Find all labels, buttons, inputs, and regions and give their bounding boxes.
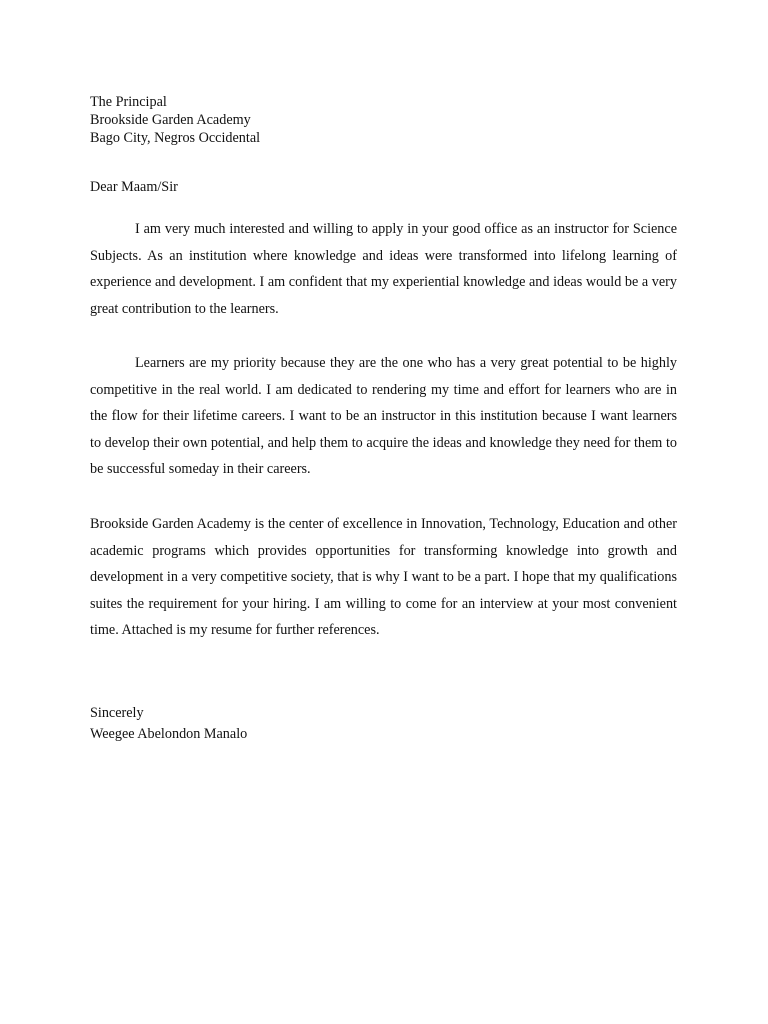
body-paragraph-2: Learners are my priority because they are the one who has a very great potential to be highly competitive in the real world. I am dedicated to rendering my time and effort for learners who are in the flow for their lifetime careers. I want to be an instructor in this institution because I want learners to develop their own potential, and help them to acquire the ideas and knowledge they need for them to be successful someday in their careers. [90, 355, 677, 477]
recipient-address [90, 93, 260, 147]
closing-block [90, 703, 247, 745]
body-paragraph-3: Brookside Garden Academy is the center of excellence in Innovation, Technology, Education and other academic programs which provides opportunities for transforming knowledge into growth and development in a very competitive society, that is why I want to be a part. I hope that my qualifications suites the requirement for your hiring. I am willing to come for an interview at your most convenient time. Attached is my resume for further references. [90, 516, 677, 638]
recipient-title: The Principal [90, 94, 167, 110]
body-paragraph-1: I am very much interested and willing to apply in your good office as an instructor for Science Subjects. As an institution where knowledge and ideas were transformed into lifelong learning of experience and development. I am confident that my experiential knowledge and ideas would be a very great contribution to the learners. [90, 221, 677, 317]
salutation: Dear Maam/Sir [90, 179, 178, 195]
signature-name: Weegee Abelondon Manalo [90, 726, 248, 742]
recipient-school: Brookside Garden Academy [90, 112, 251, 128]
closing-word: Sincerely [90, 705, 144, 721]
recipient-location: Bago City, Negros Occidental [90, 130, 261, 146]
